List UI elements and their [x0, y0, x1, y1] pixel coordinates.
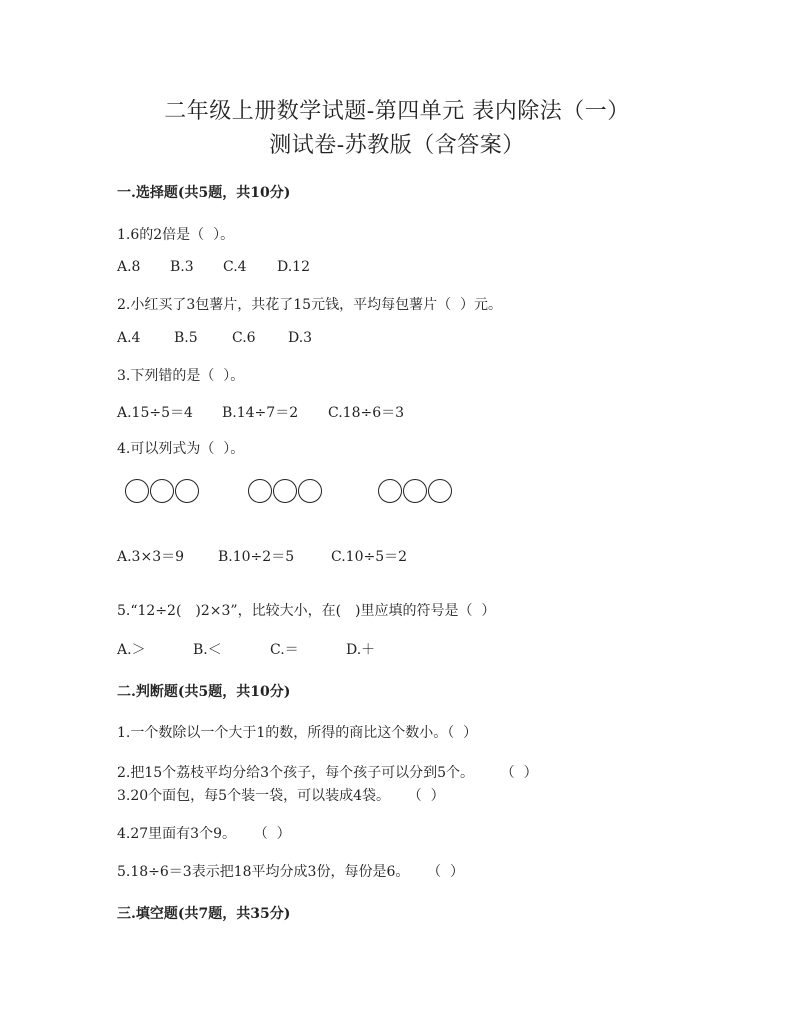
question-1: 1.6的2倍是（ ）。 — [117, 227, 235, 243]
option-c: C.10÷5＝2 — [331, 549, 408, 565]
question-3: 3.下列错的是（ ）。 — [117, 368, 245, 384]
option-c: C.4 — [223, 259, 247, 275]
judgment-item-2: 2.把15个荔枝平均分给3个孩子，每个孩子可以分到5个。 （ ） — [117, 765, 538, 781]
option-a: A.3×3＝9 — [117, 549, 185, 565]
option-c: C.6 — [232, 330, 256, 346]
page-title-line-1: 二年级上册数学试题-第四单元 表内除法（一） — [164, 99, 630, 124]
judgment-item-1: 1.一个数除以一个大于1的数，所得的商比这个数小。（ ） — [117, 725, 478, 741]
question-4: 4.可以列式为（ ）。 — [117, 441, 245, 457]
question-5: 5.“12÷2( )2×3”，比较大小，在( )里应填的符号是（ ） — [117, 603, 496, 619]
circle-icon — [298, 479, 322, 503]
circle-icon — [273, 479, 297, 503]
section-heading-fill-in: 三.填空题(共7题，共35分) — [117, 906, 291, 922]
question-2: 2.小红买了3包薯片，共花了15元钱，平均每包薯片（ ）元。 — [117, 297, 502, 313]
option-a: A.8 — [117, 259, 141, 275]
option-b: B.10÷2＝5 — [218, 549, 295, 565]
judgment-item-5: 5.18÷6＝3表示把18平均分成3份，每份是6。 （ ） — [117, 864, 465, 880]
option-b: B.14÷7＝2 — [222, 405, 299, 421]
option-c: C.18÷6＝3 — [328, 405, 405, 421]
judgment-item-3: 3.20个面包，每5个装一袋，可以装成4袋。 （ ） — [117, 788, 445, 804]
circle-icon — [150, 479, 174, 503]
option-c: C.＝ — [270, 642, 299, 658]
judgment-item-4: 4.27里面有3个9。 （ ） — [117, 826, 291, 842]
circle-icon — [248, 479, 272, 503]
option-b: B.＜ — [193, 642, 222, 658]
option-a: A.4 — [117, 330, 141, 346]
circle-icon — [403, 479, 427, 503]
option-d: D.＋ — [346, 642, 376, 658]
option-d: D.12 — [277, 259, 310, 275]
option-a: A.＞ — [117, 642, 146, 658]
option-a: A.15÷5＝4 — [117, 405, 193, 421]
option-d: D.3 — [288, 330, 313, 346]
circle-groups-figure — [0, 476, 794, 510]
circle-icon — [125, 479, 149, 503]
option-b: B.3 — [170, 259, 194, 275]
circle-icon — [175, 479, 199, 503]
page-title-line-2: 测试卷-苏教版（含答案） — [269, 133, 525, 158]
section-heading-choice: 一.选择题(共5题，共10分) — [117, 185, 291, 201]
option-b: B.5 — [174, 330, 198, 346]
section-heading-true-false: 二.判断题(共5题，共10分) — [117, 684, 291, 700]
circle-icon — [378, 479, 402, 503]
circle-icon — [428, 479, 452, 503]
